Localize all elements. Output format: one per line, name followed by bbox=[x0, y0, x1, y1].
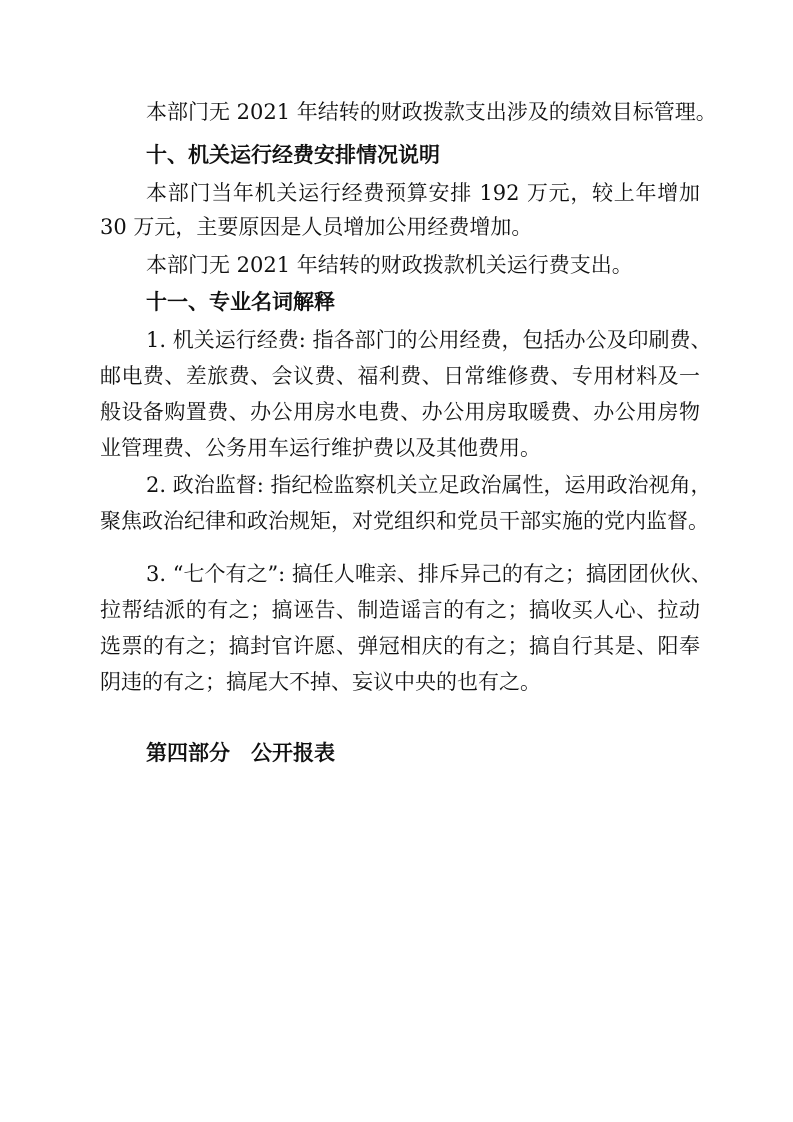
paragraph-line: 1. 机关运行经费: 指各部门的公用经费，包括办公及印刷费、 bbox=[146, 328, 712, 352]
section-10-heading: 十、机关运行经费安排情况说明 bbox=[146, 143, 440, 167]
paragraph-line: 本部门当年机关运行经费预算安排 192 万元，较上年增加 bbox=[146, 181, 700, 205]
paragraph-line: 邮电费、差旅费、会议费、福利费、日常维修费、专用材料及一 bbox=[100, 364, 700, 388]
paragraph-line: 3. “七个有之”: 搞任人唯亲、排斥异己的有之；搞团团伙伙、 bbox=[146, 562, 712, 586]
paragraph-line: 阴违的有之；搞尾大不掉、妄议中央的也有之。 bbox=[100, 670, 541, 694]
paragraph-line: 选票的有之；搞封官许愿、弹冠相庆的有之；搞自行其是、阳奉 bbox=[100, 634, 700, 658]
part-4-title: 第四部分 公开报表 bbox=[146, 741, 335, 765]
paragraph-line: 2. 政治监督: 指纪检监察机关立足政治属性，运用政治视角， bbox=[146, 473, 712, 497]
section-10-paragraph-2: 本部门无 2021 年结转的财政拨款机关运行费支出。 bbox=[146, 253, 633, 277]
section-11-heading: 十一、专业名词解释 bbox=[146, 290, 335, 314]
paragraph-line: 业管理费、公务用车运行维护费以及其他费用。 bbox=[100, 436, 541, 460]
paragraph-line: 聚焦政治纪律和政治规矩，对党组织和党员干部实施的党内监督。 bbox=[100, 509, 709, 533]
paragraph-line: 般设备购置费、办公用房水电费、办公用房取暖费、办公用房物 bbox=[100, 400, 700, 424]
intro-paragraph: 本部门无 2021 年结转的财政拨款支出涉及的绩效目标管理。 bbox=[146, 100, 717, 124]
paragraph-line: 拉帮结派的有之；搞诬告、制造谣言的有之；搞收买人心、拉动 bbox=[100, 598, 700, 622]
paragraph-line: 30 万元，主要原因是人员增加公用经费增加。 bbox=[100, 215, 533, 239]
